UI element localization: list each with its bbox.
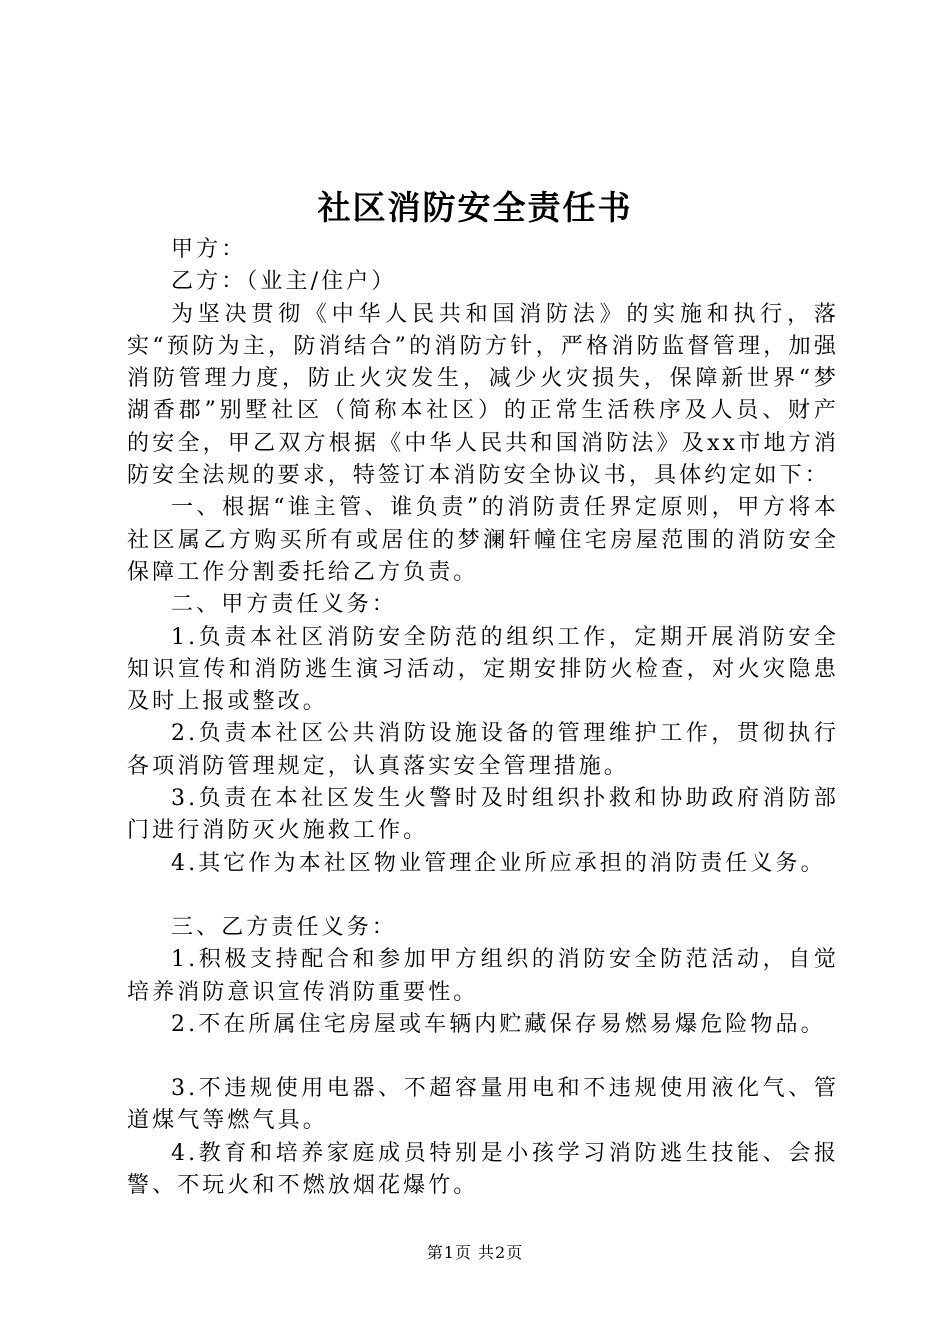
- party-b-item-1: 1.积极支持配合和参加甲方组织的消防安全防范活动，自觉培养消防意识宣传消防重要性。: [127, 947, 839, 1005]
- document-title: 社区消防安全责任书: [317, 188, 633, 227]
- document-body: [127, 234, 839, 1202]
- blank-line: [127, 1041, 839, 1073]
- section-heading-party-b: 三、乙方责任义务：: [171, 914, 397, 940]
- party-a-item-1: 1.负责本社区消防安全防范的组织工作，定期开展消防安全知识宣传和消防逃生演习活动，定期安排防火检查，对火灾隐患及时上报或整改。: [127, 624, 839, 715]
- party-a-item-4: 4.其它作为本社区物业管理企业所应承担的消防责任义务。: [171, 850, 826, 876]
- clause-1-paragraph: 一、根据“谁主管、谁负责”的消防责任界定原则，甲方将本社区属乙方购买所有或居住的梦澜轩幢住宅房屋范围的消防安全保障工作分割委托给乙方负责。: [127, 495, 839, 585]
- party-a-item-3: 3.负责在本社区发生火警时及时组织扑救和协助政府消防部门进行消防灭火施救工作。: [127, 786, 839, 844]
- party-a-line: 甲方：: [171, 237, 247, 262]
- party-b-item-3: 3.不违规使用电器、不超容量用电和不违规使用液化气、管道煤气等燃气具。: [127, 1076, 839, 1134]
- party-b-item-2: 2.不在所属住宅房屋或车辆内贮藏保存易燃易爆危险物品。: [171, 1011, 826, 1037]
- blank-line: [127, 880, 839, 912]
- party-a-item-2: 2.负责本社区公共消防设施设备的管理维护工作，贯彻执行各项消防管理规定，认真落实安全管理措施。: [127, 721, 839, 779]
- preamble-paragraph: 为坚决贯彻《中华人民共和国消防法》的实施和执行，落实“预防为主，防消结合”的消防方针，严格消防监督管理，加强消防管理力度，防止火灾发生，减少火灾损失，保障新世界“梦湖香郡”别墅社区（简称本社区）的正常生活秩序及人员、财产的安全，甲乙双方根据《中华人民共和国消防法》及xx市地方消防安全法规的要求，特签订本消防安全协议书，具体约定如下：: [127, 301, 839, 489]
- party-b-line: 乙方：（业主/住户）: [171, 269, 397, 295]
- page-number-footer: 第1页 共2页: [426, 1243, 524, 1262]
- party-b-item-4: 4.教育和培养家庭成员特别是小孩学习消防逃生技能、会报警、不玩火和不燃放烟花爆竹。: [127, 1140, 839, 1199]
- section-heading-party-a: 二、甲方责任义务：: [171, 592, 397, 618]
